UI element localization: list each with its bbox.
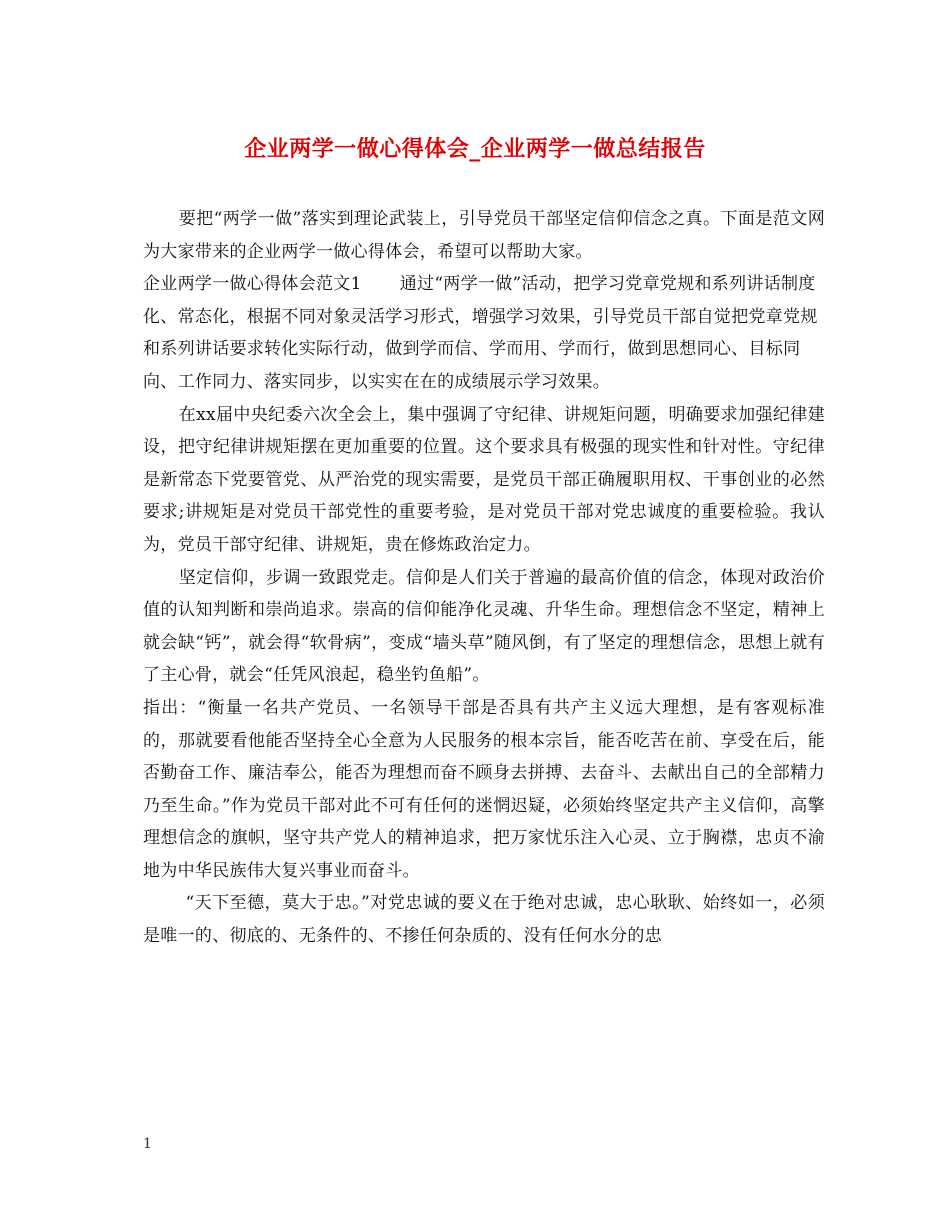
discipline-paragraph: 在xx届中央纪委六次全会上，集中强调了守纪律、讲规矩问题，明确要求加强纪律建设，把守纪律讲规矩摆在更加重要的位置。这个要求具有极强的现实性和针对性。守纪律是新常态下党要管党、从严治党的现实需要，是党员干部正确履职用权、干事创业的必然要求;讲规矩是对党员干部党性的重要考验，是对党员干部对党忠诚度的重要检验。我认为，党员干部守纪律、讲规矩，贵在修炼政治定力。 — [143, 404, 825, 555]
section-text: 通过“两学一做”活动，把学习党章党规和系列讲话制度化、常态化，根据不同对象灵活学习形式，增强学习效果，引导党员干部自觉把党章党规和系列讲话要求转化实际行动，做到学而信、学而用、学而行，做到思想同心、目标同向、工作同力、落实同步，以实实在在的成绩展示学习效果。 — [143, 274, 818, 392]
document-title: 企业两学一做心得体会_企业两学一做总结报告 — [244, 136, 706, 162]
page-number: 1 — [143, 1136, 152, 1152]
section-paragraph — [143, 268, 825, 398]
belief-paragraph: 坚定信仰，步调一致跟党走。信仰是人们关于普遍的最高价值的信念，体现对政治价值的认知判断和崇尚追求。崇高的信仰能净化灵魂、升华生命。理想信念不坚定，精神上就会缺“钙”，就会得“软骨病”，变成“墙头草”随风倒，有了坚定的理想信念，思想上就有了主心骨，就会“任凭风浪起，稳坐钓鱼船”。 — [143, 567, 825, 686]
quote-paragraph: 指出：“衡量一名共产党员、一名领导干部是否具有共产主义远大理想，是有客观标准的，那就要看他能否坚持全心全意为人民服务的根本宗旨，能否吃苦在前、享受在后，能否勤奋工作、廉洁奉公，能否为理想而奋不顾身去拼搏、去奋斗、去献出自己的全部精力乃至生命。”作为党员干部对此不可有任何的迷惘迟疑，必须始终坚定共产主义信仰，高擎理想信念的旗帜，坚守共产党人的精神追求，把万家忧乐注入心灵、立于胸襟，忠贞不渝地为中华民族伟大复兴事业而奋斗。 — [143, 697, 825, 881]
intro-paragraph: 要把“两学一做”落实到理论武装上，引导党员干部坚定信仰信念之真。下面是范文网为大家带来的企业两学一做心得体会，希望可以帮助大家。 — [143, 209, 825, 262]
section-label: 企业两学一做心得体会范文1 — [143, 274, 362, 295]
document-body — [143, 203, 825, 953]
loyalty-paragraph: “天下至德，莫大于忠。”对党忠诚的要义在于绝对忠诚，忠心耿耿、始终如一，必须是唯一的、彻底的、无条件的、不掺任何杂质的、没有任何水分的忠 — [143, 893, 825, 947]
